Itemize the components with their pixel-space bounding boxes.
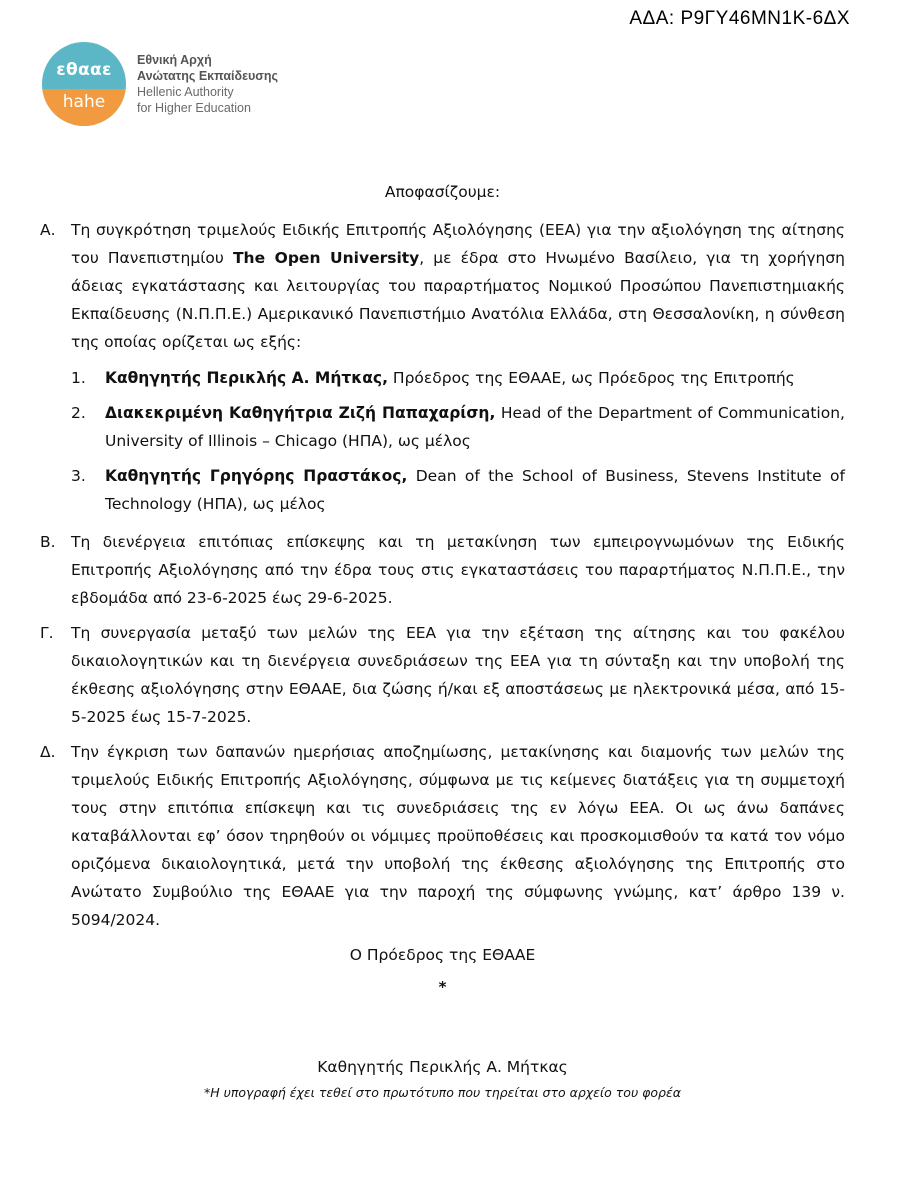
logo-line-4: for Higher Education: [137, 101, 251, 115]
document-body: [40, 178, 845, 1103]
member-item: [71, 462, 845, 518]
university-name: The Open University: [232, 249, 420, 267]
paragraph-mark: Β.: [40, 533, 56, 551]
paragraph-text: Τη συγκρότηση τριμελούς Ειδικής Επιτροπής Αξιολόγησης (ΕΕΑ) για την αξιολόγηση της αίτησης του Πανεπιστημίου The Open University, με έδρα στο Ηνωμένο Βασίλειο, για τη χορήγηση άδειας εγκατάστασης και λειτουργίας του παραρτήματος Νομικού Προσώπου Πανεπιστημιακής Εκπαίδευσης (Ν.Π.Π.Ε.) Αμερικανικό Πανεπιστήμιο Ανατόλια Ελλάδα, στη Θεσσαλονίκη, η σύνθεση της οποίας ορίζεται ως εξής:: [71, 221, 845, 351]
committee-members: [71, 364, 845, 518]
member-number: 3.: [71, 467, 86, 485]
hahe-logo: [42, 42, 278, 126]
logo-mark-top: εθααε: [56, 60, 112, 80]
member-number: 1.: [71, 369, 86, 387]
member-name: Καθηγητής Γρηγόρης Πραστάκος,: [105, 467, 408, 485]
signature-note: *Η υπογραφή έχει τεθεί στο πρωτότυπο που τηρείται στο αρχείο του φορέα: [204, 1085, 681, 1100]
paragraph-d: [40, 738, 845, 934]
paragraph-text: Τη συνεργασία μεταξύ των μελών της ΕΕΑ για την εξέταση της αίτησης και του φακέλου δικαιολογητικών και τη διενέργεια συνεδριάσεων της ΕΕΑ για τη σύνταξη και την υποβολή της έκθεσης αξιολόγησης στην ΕΘΑΑΕ, δια ζώσης ή/και εξ αποστάσεως με ηλεκτρονικά μέσα, από 15-5-2025 έως 15-7-2025.: [71, 624, 845, 726]
paragraph-mark: Δ.: [40, 743, 56, 761]
member-item: [71, 364, 845, 392]
member-text: Διακεκριμένη Καθηγήτρια Ζιζή Παπαχαρίση, Head of the Department of Communication, University of Illinois – Chicago (ΗΠΑ), ως μέλος: [105, 404, 845, 450]
member-name: Διακεκριμένη Καθηγήτρια Ζιζή Παπαχαρίση,: [105, 404, 496, 422]
ada-code: ΑΔΑ: Ρ9ΓΥ46ΜΝ1Κ-6ΔΧ: [629, 8, 850, 29]
member-item: [71, 399, 845, 455]
member-number: 2.: [71, 404, 86, 422]
logo-text: [137, 52, 278, 116]
decision-heading: Αποφασίζουμε:: [384, 183, 501, 201]
member-text: Καθηγητής Περικλής Α. Μήτκας, Πρόεδρος της ΕΘΑΑΕ, ως Πρόεδρος της Επιτροπής: [105, 369, 795, 387]
signature-title: Ο Πρόεδρος της ΕΘΑΑΕ: [349, 946, 536, 964]
logo-line-3: Hellenic Authority: [137, 85, 234, 99]
member-text: Καθηγητής Γρηγόρης Πραστάκος, Dean of the School of Business, Stevens Institute of Technology (ΗΠΑ), ως μέλος: [105, 467, 845, 513]
logo-mark-bottom: hahe: [62, 92, 106, 112]
member-name: Καθηγητής Περικλής Α. Μήτκας,: [105, 369, 388, 387]
signatory-name: Καθηγητής Περικλής Α. Μήτκας: [317, 1058, 568, 1076]
logo-line-1: Εθνική Αρχή: [137, 53, 212, 67]
logo-mark-icon: [42, 42, 126, 126]
paragraph-text: Τη διενέργεια επιτόπιας επίσκεψης και τη μετακίνηση των εμπειρογνωμόνων της Ειδικής Επιτροπής Αξιολόγησης από την έδρα τους στις εγκαταστάσεις του παραρτήματος Ν.Π.Π.Ε., την εβδομάδα από 23-6-2025 έως 29-6-2025.: [71, 533, 845, 607]
logo-line-2: Ανώτατης Εκπαίδευσης: [137, 69, 278, 83]
paragraph-text: Την έγκριση των δαπανών ημερήσιας αποζημίωσης, μετακίνησης και διαμονής των μελών της τριμελούς Ειδικής Επιτροπής Αξιολόγησης, σύμφωνα με τις κείμενες διατάξεις για τη συμμετοχή τους στην επιτόπια επίσκεψη και τις συνεδριάσεις της εν λόγω ΕΕΑ. Οι ως άνω δαπάνες καταβάλλονται εφ’ όσον τηρηθούν οι νόμιμες προϋποθέσεις και προσκομισθούν τα κατά τον νόμο οριζόμενα δικαιολογητικά, μετά την υποβολή της έκθεσης αξιολόγησης της Επιτροπής στο Ανώτατο Συμβούλιο της ΕΘΑΑΕ για την παροχή της σύμφωνης γνώμης, κατ’ άρθρο 139 ν. 5094/2024.: [71, 743, 845, 929]
paragraph-mark: Α.: [40, 221, 56, 239]
paragraph-a: [40, 216, 845, 356]
paragraph-b: [40, 528, 845, 612]
signature-star: *: [438, 978, 447, 996]
paragraph-mark: Γ.: [40, 624, 54, 642]
paragraph-g: [40, 619, 845, 731]
